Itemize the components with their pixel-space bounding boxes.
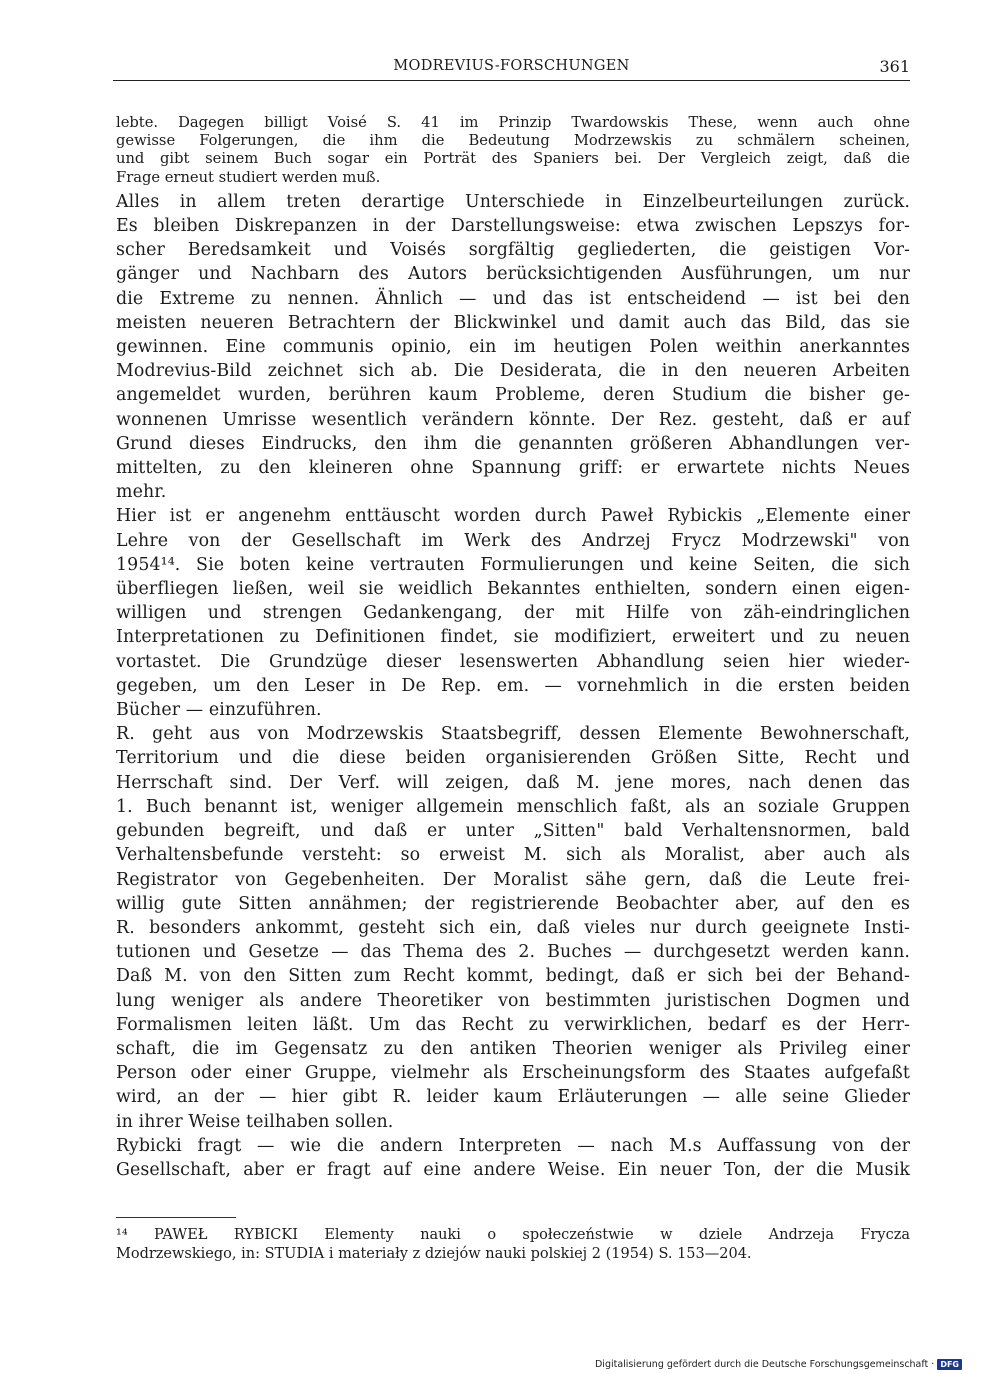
- paragraph-line: willig gute Sitten annähmen; der registrierende Beobachter aber, auf den es: [116, 893, 910, 914]
- paragraph-2: [116, 504, 910, 722]
- paragraph-line: Formalismen leiten läßt. Um das Recht zu verwirklichen, bedarf es der Herr-: [116, 1014, 910, 1035]
- paragraph-line: Registrator von Gegebenheiten. Der Moralist sähe gern, daß die Leute frei-: [116, 869, 910, 890]
- page-number: 361: [879, 57, 910, 76]
- paragraph-line: überfliegen ließen, weil sie weidlich Bekanntes enthielten, sondern einen eigen-: [116, 579, 910, 600]
- paragraph-line: Daß M. von den Sitten zum Recht kommt, bedingt, daß er sich bei der Behand-: [116, 966, 910, 987]
- paragraph-line: R. besonders ankommt, gesteht sich ein, daß vieles nur durch geeignete Insti-: [116, 917, 910, 938]
- paragraph-line: willigen und strengen Gedankengang, der mit Hilfe von zäh-eindringlichen: [116, 603, 910, 624]
- paragraph-line: in ihrer Weise teilhaben sollen.: [116, 1111, 394, 1132]
- note-line: gewisse Folgerungen, die ihm die Bedeutung Modrzewskis zu schmälern scheinen,: [116, 132, 910, 150]
- dfg-logo-icon: DFG: [937, 1359, 962, 1370]
- paragraph-line: tutionen und Gesetze — das Thema des 2. Buches — durchgesetzt werden kann.: [116, 942, 910, 963]
- note-line: und gibt seinem Buch sogar ein Porträt des Spaniers bei. Der Vergleich zeigt, daß die: [116, 150, 910, 168]
- note-line: Frage erneut studiert werden muß.: [116, 168, 381, 186]
- footnote-line: ¹⁴ PAWEŁ RYBICKI Elementy nauki o społeczeństwie w dziele Andrzeja Frycza: [116, 1227, 910, 1243]
- paragraph-line: lung weniger als andere Theoretiker von bestimmten juristischen Dogmen und: [116, 990, 910, 1011]
- paragraph-line: R. geht aus von Modrzewskis Staatsbegriff, dessen Elemente Bewohnerschaft,: [116, 724, 910, 745]
- paragraph-line: gewinnen. Eine communis opinio, ein im heutigen Polen weithin anerkanntes: [116, 337, 910, 358]
- paragraph-line: gegeben, um den Leser in De Rep. em. — vornehmlich in die ersten beiden: [116, 675, 910, 696]
- paragraph-line: gebunden begreift, und daß er unter „Sitten" bald Verhaltensnormen, bald: [116, 821, 910, 842]
- paragraph-line: mehr.: [116, 482, 167, 503]
- text-block: [116, 114, 910, 1182]
- digitization-text: Digitalisierung gefördert durch die Deutsche Forschungsgemeinschaft: [594, 1359, 929, 1370]
- footnote-14: [116, 1226, 910, 1264]
- paragraph-line: angemeldet wurden, berühren kaum Probleme, deren Studium die bisher ge-: [116, 385, 910, 406]
- paragraph-line: Territorium und die diese beiden organisierenden Größen Sitte, Recht und: [116, 748, 910, 769]
- paragraph-line: Lehre von der Gesellschaft im Werk des Andrzej Frycz Modrzewski" von: [116, 530, 910, 551]
- paragraph-line: 1. Buch benannt ist, weniger allgemein menschlich faßt, als an soziale Gruppen: [116, 796, 910, 817]
- paragraph-line: Herrschaft sind. Der Verf. will zeigen, daß M. jene mores, nach denen das: [116, 772, 910, 793]
- paragraph-line: Bücher — einzuführen.: [116, 700, 322, 721]
- note-continuation: [116, 114, 910, 187]
- digitization-note: [595, 1359, 962, 1370]
- paragraph-line: Modrevius-Bild zeichnet sich ab. Die Desiderata, die in den neueren Arbeiten: [116, 361, 910, 382]
- paragraph-line: Rybicki fragt — wie die andern Interpreten — nach M.s Auffassung von der: [116, 1135, 910, 1156]
- paragraph-line: mittelten, zu den kleineren ohne Spannung griff: er erwartete nichts Neues: [116, 458, 910, 479]
- paragraph-line: Es bleiben Diskrepanzen in der Darstellungsweise: etwa zwischen Lepszys for-: [116, 216, 910, 237]
- paragraph-line: 1954¹⁴. Sie boten keine vertrauten Formulierungen und keine Seiten, die sich: [116, 554, 910, 575]
- paragraph-line: Verhaltensbefunde versteht: so erweist M. sich als Moralist, aber auch als: [116, 845, 910, 866]
- paragraph-line: Person oder einer Gruppe, vielmehr als Erscheinungsform des Staates aufgefaßt: [116, 1063, 910, 1084]
- separator-dot: ·: [931, 1359, 935, 1370]
- paragraph-line: Grund dieses Eindrucks, den ihm die genannten größeren Abhandlungen ver-: [116, 433, 910, 454]
- paragraph-line: wonnenen Umrisse wesentlich verändern könnte. Der Rez. gesteht, daß er auf: [116, 409, 910, 430]
- paragraph-1: [116, 190, 910, 505]
- paragraph-line: vortastet. Die Grundzüge dieser lesenswerten Abhandlung seien hier wieder-: [116, 651, 910, 672]
- paragraph-line: meisten neueren Betrachtern der Blickwinkel und damit auch das Bild, das sie: [116, 312, 910, 333]
- paragraph-line: Gesellschaft, aber er fragt auf eine andere Weise. Ein neuer Ton, der die Musik: [116, 1159, 910, 1180]
- paragraph-line: Hier ist er angenehm enttäuscht worden durch Paweł Rybickis „Elemente einer: [116, 506, 910, 527]
- paragraph-line: die Extreme zu nennen. Ähnlich — und das ist entscheidend — ist bei den: [116, 288, 910, 309]
- paragraph-4: [116, 1134, 910, 1182]
- paragraph-line: Alles in allem treten derartige Unterschiede in Einzelbeurteilungen zurück.: [116, 191, 910, 212]
- paragraph-line: schaft, die im Gegensatz zu den antiken Theorien weniger als Privileg einer: [116, 1038, 910, 1059]
- running-title: MODREVIUS-FORSCHUNGEN: [393, 58, 630, 74]
- footnote-line: Modrzewskiego, in: STUDIA i materiały z dziejów nauki polskiej 2 (1954) S. 153—204.: [116, 1246, 752, 1262]
- running-head: [113, 58, 910, 81]
- paragraph-line: wird, an der — hier gibt R. leider kaum Erläuterungen — alle seine Glieder: [116, 1087, 910, 1108]
- paragraph-line: scher Beredsamkeit und Voisés sorgfältig gegliederten, die geistigen Vor-: [116, 240, 910, 261]
- footnote-rule: [116, 1217, 236, 1218]
- paragraph-line: gänger und Nachbarn des Autors berücksichtigenden Ausführungen, um nur: [116, 264, 910, 285]
- note-line: lebte. Dagegen billigt Voisé S. 41 im Prinzip Twardowskis These, wenn auch ohne: [116, 114, 910, 131]
- paragraph-3: [116, 722, 910, 1133]
- paragraph-line: Interpretationen zu Definitionen findet, sie modifiziert, erweitert und zu neuen: [116, 627, 910, 648]
